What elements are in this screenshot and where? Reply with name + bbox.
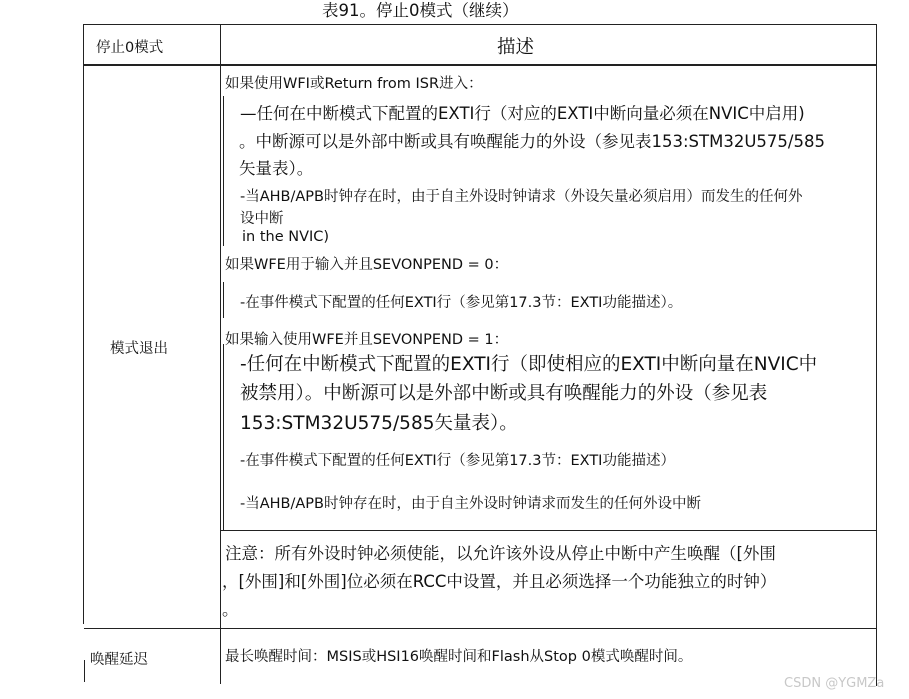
table-top-border xyxy=(83,24,877,25)
wakeup-latency-text: 最长唤醒时间：MSIS或HSI16唤醒时间和Flash从Stop 0模式唤醒时间。 xyxy=(225,649,693,665)
row-label-wakeup-latency: 唤醒延迟 xyxy=(90,652,148,668)
row-divider-latency xyxy=(84,628,876,629)
header-col-mode: 停止0模式 xyxy=(96,40,164,56)
note-line-1: 注意：所有外设时钟必须使能，以允许该外设从停止中断中产生唤醒（[外围 xyxy=(225,544,776,563)
table-right-border xyxy=(876,24,877,686)
wfe1-event-line: -在事件模式下配置的任何EXTI行（参见第17.3节：EXTI功能描述） xyxy=(240,453,675,469)
wfe1-heading: 如果输入使用WFE并且SEVONPEND = 1： xyxy=(225,332,509,348)
table-title: 表91。停止0模式（继续） xyxy=(322,1,519,20)
indent-bar xyxy=(223,96,224,246)
wfe1-exti-line-3: 153:STM32U575/585矢量表）。 xyxy=(240,413,518,434)
wfi-exti-line-1: —任何在中断模式下配置的EXTI行（对应的EXTI中断向量必须在NVIC中启用) xyxy=(240,104,805,123)
table-left-border xyxy=(83,24,84,624)
note-divider xyxy=(220,530,876,531)
wfe1-exti-line-1: -任何在中断模式下配置的EXTI行（即使相应的EXTI中断向量在NVIC中 xyxy=(240,354,818,375)
watermark: CSDN @YGMZa xyxy=(784,676,885,691)
indent-bar xyxy=(223,282,224,318)
table-left-border-lower xyxy=(84,660,85,682)
wfe1-exti-line-2: 被禁用）。中断源可以是外部中断或具有唤醒能力的外设（参见表 xyxy=(240,383,768,404)
row-label-mode-exit: 模式退出 xyxy=(110,341,168,357)
wfi-heading: 如果使用WFI或Return from ISR进入： xyxy=(225,76,483,92)
note-line-3: 。 xyxy=(222,600,239,619)
note-line-2: ，[外围]和[外围]位必须在RCC中设置，并且必须选择一个功能独立的时钟） xyxy=(222,572,777,591)
indent-bar xyxy=(223,344,224,530)
column-divider xyxy=(220,24,221,684)
wfi-exti-line-2: 。中断源可以是外部中断或具有唤醒能力的外设（参见表153:STM32U575/585 xyxy=(239,132,825,151)
wfi-ahb-line-1: -当AHB/APB时钟存在时，由于自主外设时钟请求（外设矢量必须启用）而发生的任何外 xyxy=(240,189,803,205)
wfe1-ahb-line: -当AHB/APB时钟存在时，由于自主外设时钟请求而发生的任何外设中断 xyxy=(240,496,701,512)
wfi-ahb-line-2: 设中断 xyxy=(240,211,284,227)
header-col-description: 描述 xyxy=(497,37,535,58)
wfe0-heading: 如果WFE用于输入并且SEVONPEND = 0： xyxy=(225,257,509,273)
header-bottom-border xyxy=(83,64,877,66)
wfe0-event-line: -在事件模式下配置的任何EXTI行（参见第17.3节：EXTI功能描述）。 xyxy=(240,295,683,311)
wfi-exti-line-3: 矢量表）。 xyxy=(239,159,314,178)
wfi-ahb-line-3: in the NVIC) xyxy=(242,229,330,245)
